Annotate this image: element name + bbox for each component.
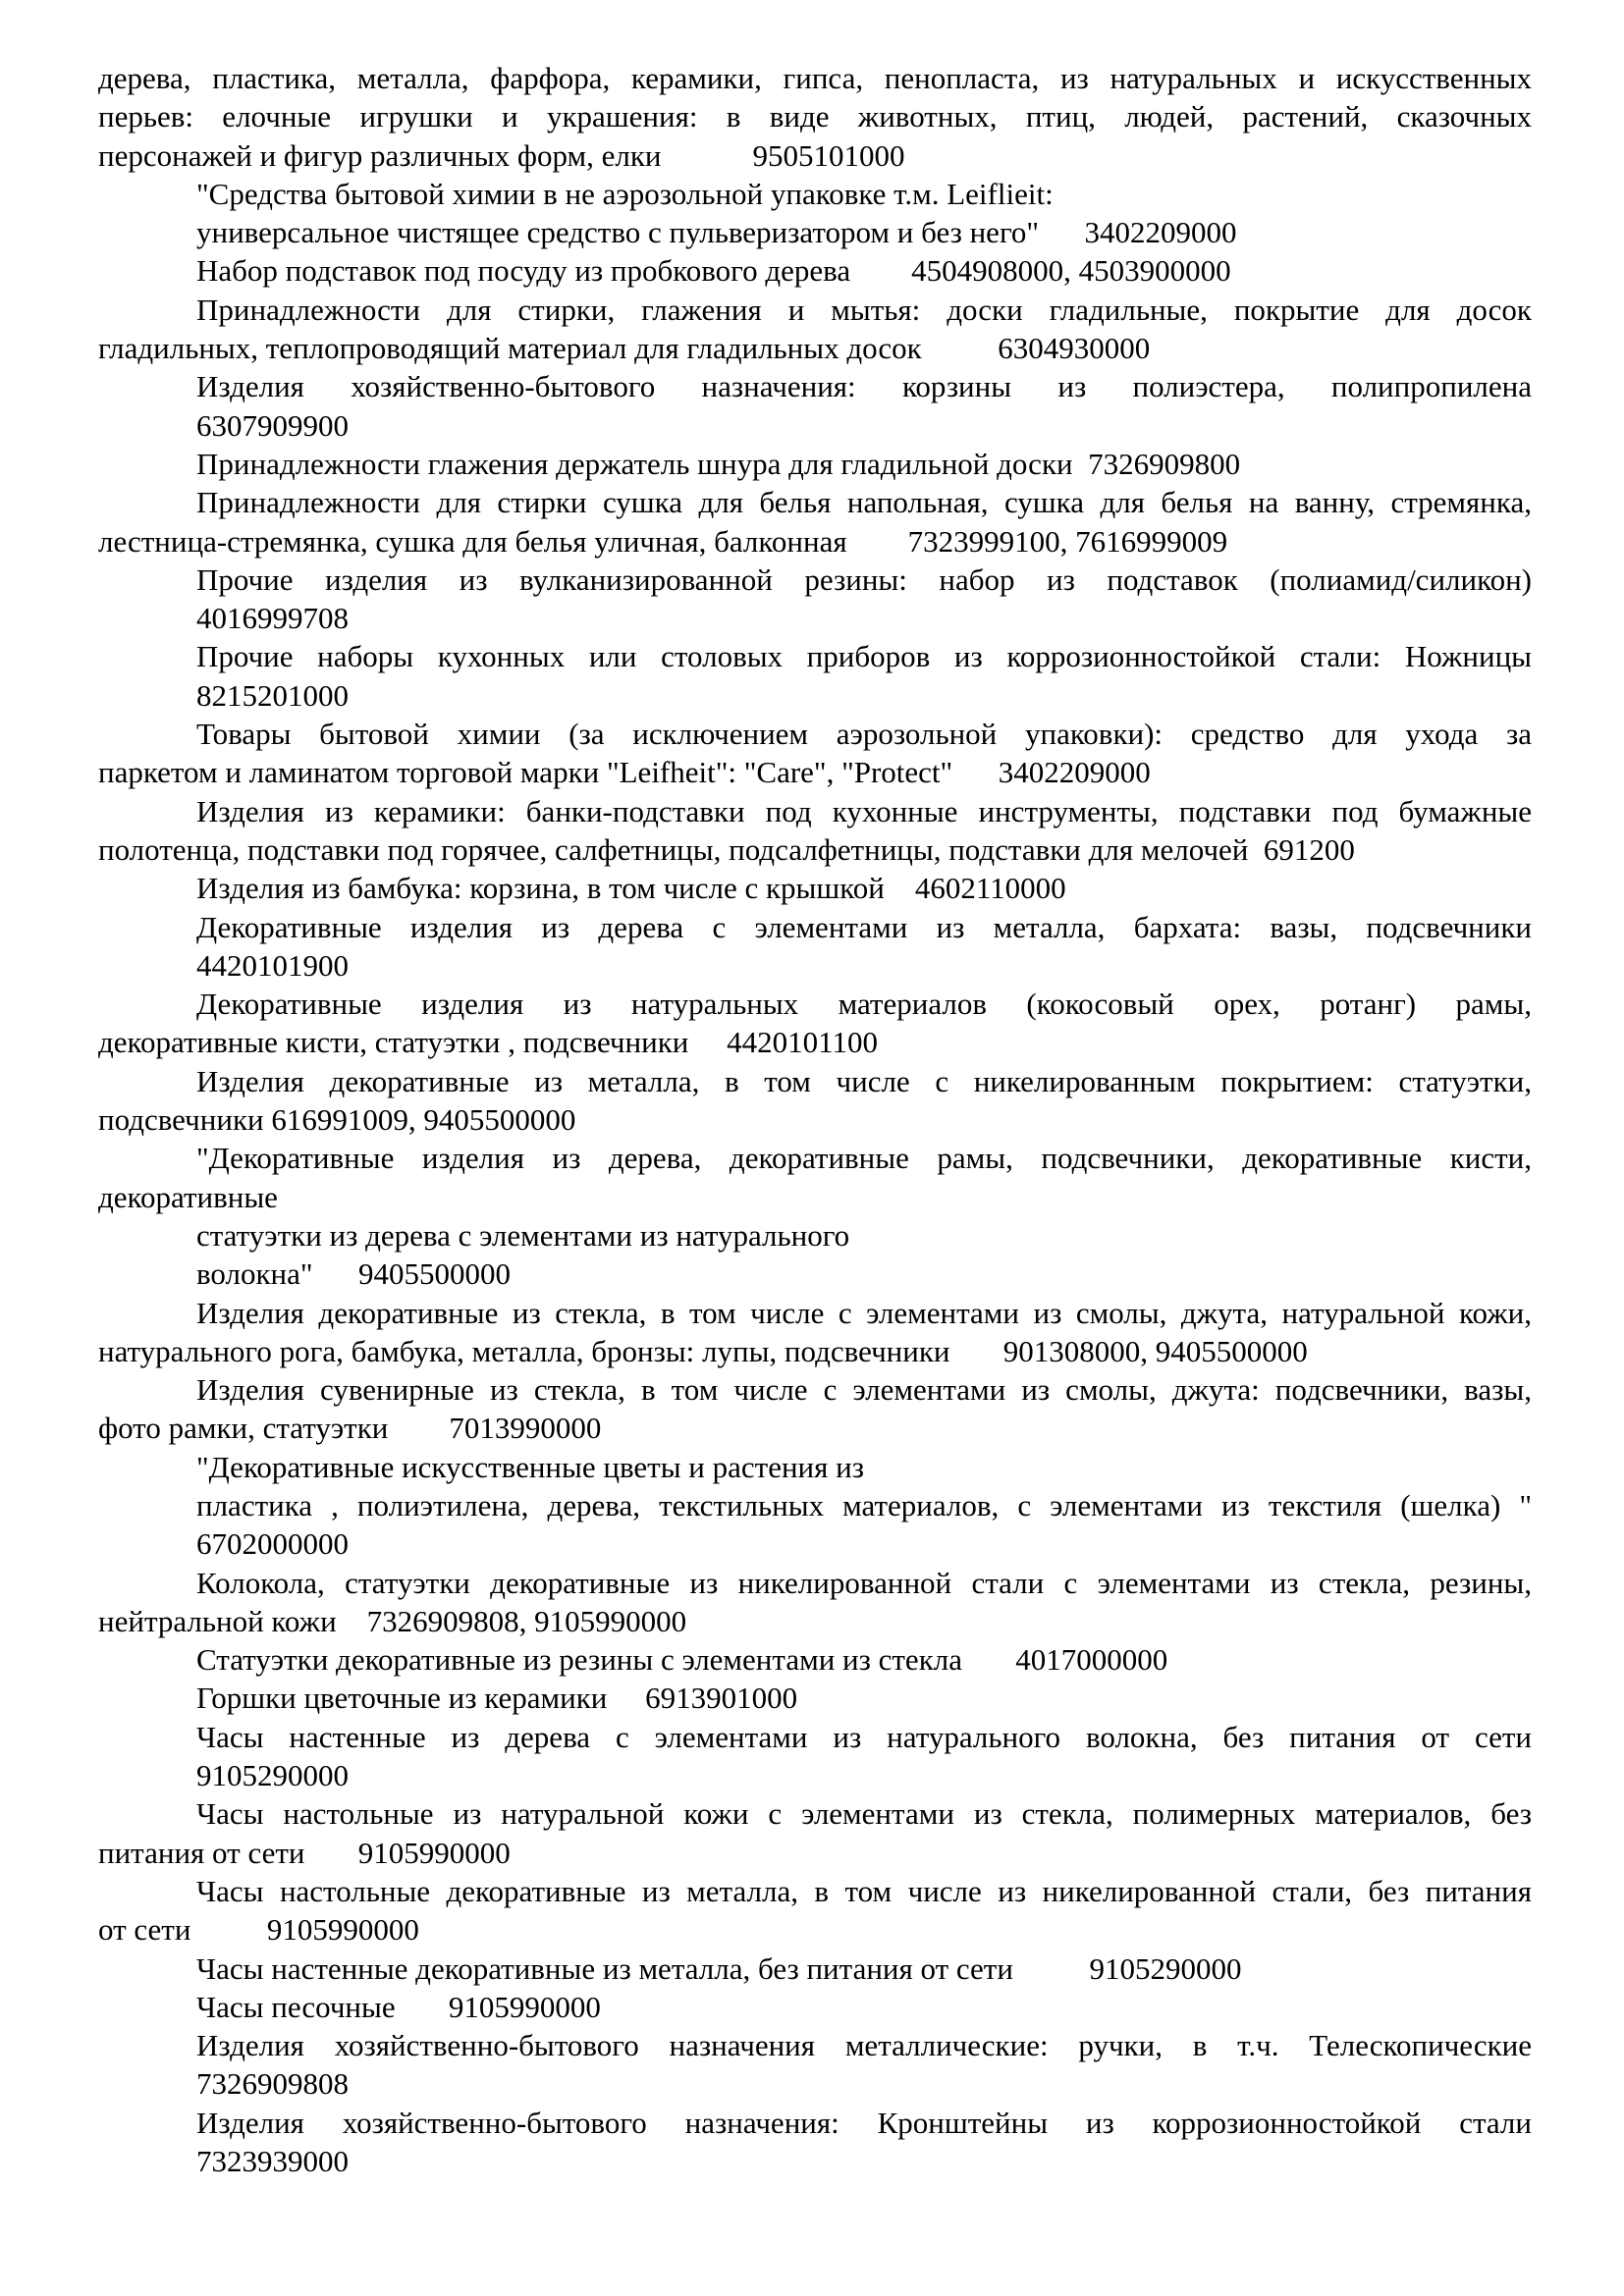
text-line: подсвечники 616991009, 9405500000 bbox=[98, 1102, 576, 1138]
text-line: дерева, пластика, металла, фарфора, керамики, гипса, пенопласта, из натуральных и искусственных bbox=[98, 61, 1532, 95]
text-line: Изделия хозяйственно-бытового назначения металлические: ручки, в т.ч. Телескопические bbox=[196, 2028, 1532, 2063]
text-line: Часы настенные декоративные из металла, без питания от сети 9105290000 bbox=[196, 1950, 1242, 1986]
text-line: фото рамки, статуэтки 7013990000 bbox=[98, 1411, 602, 1446]
text-line: Набор подставок под посуду из пробкового дерева 4504908000, 4503900000 bbox=[196, 253, 1231, 289]
text-line: Прочие наборы кухонных или столовых приборов из коррозионностойкой стали: Ножницы bbox=[196, 639, 1532, 674]
text-line: волокна" 9405500000 bbox=[196, 1256, 512, 1292]
text-line: от сети 9105990000 bbox=[98, 1912, 419, 1948]
text-line: Горшки цветочные из керамики 6913901000 bbox=[196, 1681, 798, 1716]
text-line: Декоративные изделия из дерева с элементами из металла, бархата: вазы, подсвечники bbox=[196, 909, 1532, 944]
text-line: Колокола, статуэтки декоративные из никелированной стали с элементами из стекла, резины, bbox=[196, 1565, 1532, 1600]
text-line: Изделия из керамики: банки-подставки под кухонные инструменты, подставки под бумажные bbox=[196, 793, 1532, 828]
text-line: Часы настольные декоративные из металла, в том числе из никелированной стали, без питания bbox=[196, 1873, 1532, 1908]
text-line: Изделия из бамбука: корзина, в том числе с крышкой 4602110000 bbox=[196, 871, 1066, 906]
text-line: "Декоративные искусственные цветы и растения из bbox=[196, 1449, 864, 1484]
text-line: пластика , полиэтилена, дерева, текстильных материалов, с элементами из текстиля (шелка) " bbox=[196, 1487, 1532, 1522]
text-line: 9105290000 bbox=[196, 1758, 349, 1793]
text-line: универсальное чистящее средство с пульверизатором и без него" 3402209000 bbox=[196, 215, 1237, 250]
text-line: 8215201000 bbox=[196, 677, 349, 713]
text-line: паркетом и ламинатом торговой марки "Leifheit": "Care", "Protect" 3402209000 bbox=[98, 755, 1151, 790]
text-line: Изделия декоративные из металла, в том числе с никелированным покрытием: статуэтки, bbox=[196, 1063, 1532, 1098]
text-line: 4016999708 bbox=[196, 601, 349, 636]
text-line: Изделия хозяйственно-бытового назначения: корзины из полиэстера, полипропилена bbox=[196, 369, 1532, 404]
text-line: Принадлежности для стирки сушка для белья напольная, сушка для белья на ванну, стремянка, bbox=[196, 485, 1532, 520]
text-line: Часы песочные 9105990000 bbox=[196, 1989, 601, 2024]
document-text-block bbox=[98, 59, 1532, 2180]
text-line: 4420101900 bbox=[196, 947, 349, 983]
text-line: 6702000000 bbox=[196, 1526, 349, 1562]
text-line: Часы настольные из натуральной кожи с элементами из стекла, полимерных материалов, без bbox=[196, 1796, 1532, 1832]
text-line: Принадлежности глажения держатель шнура для гладильной доски 7326909800 bbox=[196, 446, 1241, 481]
text-line: 6307909900 bbox=[196, 407, 349, 443]
text-line: гладильных, теплопроводящий материал для гладильных досок 6304930000 bbox=[98, 331, 1151, 366]
text-line: Изделия хозяйственно-бытового назначения: Кронштейны из коррозионностойкой стали bbox=[196, 2105, 1532, 2140]
text-line: статуэтки из дерева с элементами из натурального bbox=[196, 1217, 850, 1253]
text-line: "Средства бытовой химии в не аэрозольной упаковке т.м. Leiflieit: bbox=[196, 176, 1054, 211]
text-line: Изделия сувенирные из стекла, в том числе с элементами из смолы, джута: подсвечники, вазы, bbox=[196, 1372, 1532, 1408]
text-line: лестница-стремянка, сушка для белья уличная, балконная 7323999100, 7616999009 bbox=[98, 523, 1228, 559]
text-line: перьев: елочные игрушки и украшения: в виде животных, птиц, людей, растений, сказочных bbox=[98, 99, 1532, 134]
text-line: персонажей и фигур различных форм, елки 9505101000 bbox=[98, 137, 905, 173]
text-line: Принадлежности для стирки, глажения и мытья: доски гладильные, покрытие для досок bbox=[196, 292, 1532, 327]
text-line: "Декоративные изделия из дерева, декоративные рамы, подсвечники, декоративные кисти, bbox=[196, 1141, 1532, 1176]
text-line: Часы настенные из дерева с элементами из натурального волокна, без питания от сети bbox=[196, 1719, 1532, 1754]
text-line: Прочие изделия из вулканизированной резины: набор из подставок (полиамид/силикон) bbox=[196, 561, 1532, 597]
text-line: декоративные кисти, статуэтки , подсвечники 4420101100 bbox=[98, 1025, 878, 1060]
text-line: полотенца, подставки под горячее, салфетницы, подсалфетницы, подставки для мелочей 691200 bbox=[98, 831, 1355, 867]
text-line: декоративные bbox=[98, 1179, 278, 1214]
text-line: Изделия декоративные из стекла, в том числе с элементами из смолы, джута, натуральной кожи, bbox=[196, 1295, 1532, 1330]
text-line: Декоративные изделия из натуральных материалов (кокосовый орех, ротанг) рамы, bbox=[196, 987, 1532, 1022]
text-line: Статуэтки декоративные из резины с элементами из стекла 4017000000 bbox=[196, 1642, 1168, 1678]
text-line: 7323939000 bbox=[196, 2144, 349, 2179]
text-line: питания от сети 9105990000 bbox=[98, 1835, 511, 1870]
text-line: натурального рога, бамбука, металла, бронзы: лупы, подсвечники 901308000, 9405500000 bbox=[98, 1333, 1308, 1368]
text-line: нейтральной кожи 7326909808, 9105990000 bbox=[98, 1603, 687, 1638]
text-line: Товары бытовой химии (за исключением аэрозольной упаковки): средство для ухода за bbox=[196, 717, 1532, 752]
text-line: 7326909808 bbox=[196, 2066, 349, 2102]
